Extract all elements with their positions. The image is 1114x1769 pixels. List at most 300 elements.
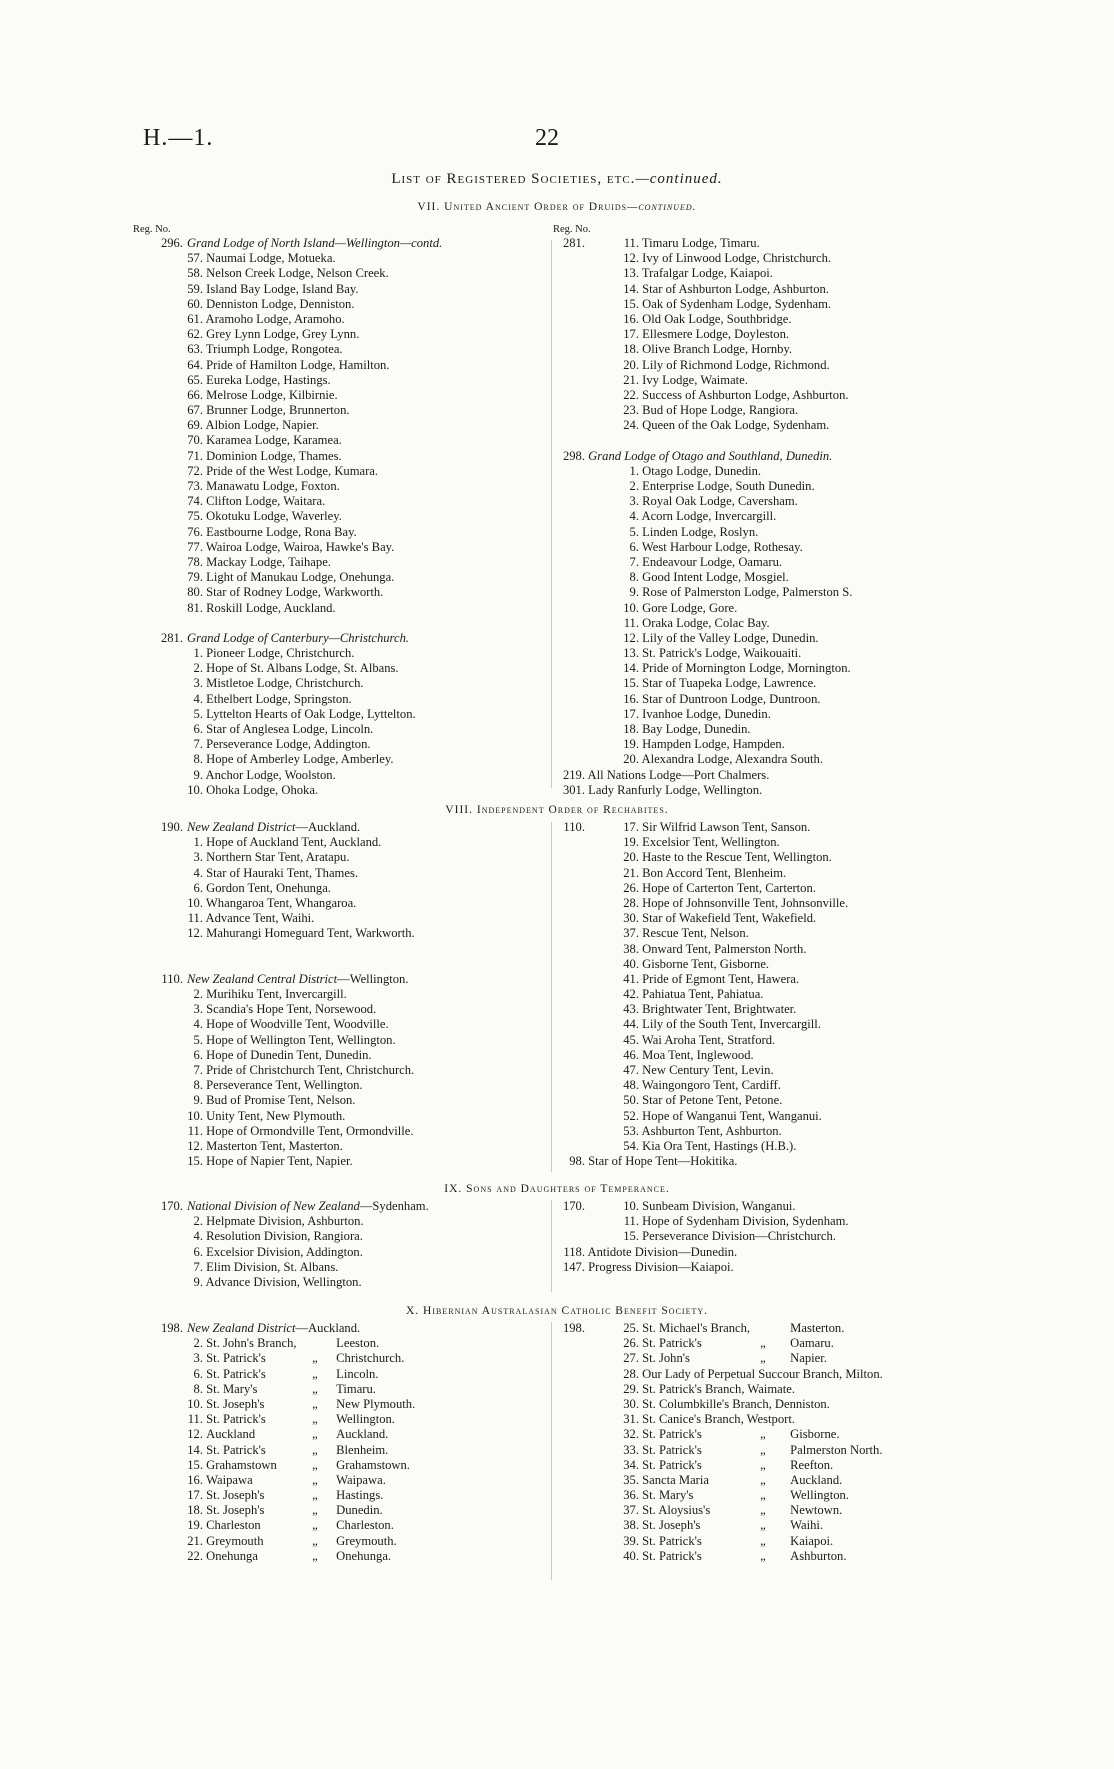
item-number: 14.: [187, 1442, 203, 1457]
item-number: 61.: [187, 311, 203, 326]
item-name: Onward Tent, Palmerston North.: [642, 941, 807, 956]
branch-row: [553, 1443, 883, 1458]
item-name: Star of Petone Tent, Petone.: [642, 1093, 783, 1108]
branch-name: Auckland: [206, 1427, 256, 1442]
item-name: Elim Division, St. Albans.: [206, 1259, 339, 1274]
item-number: 10.: [623, 600, 639, 615]
item-name: Northern Star Tent, Aratapu.: [206, 850, 350, 865]
item-name: Bon Accord Tent, Blenheim.: [642, 865, 787, 880]
item-number: 4.: [193, 1229, 203, 1244]
item-name: Good Intent Lodge, Mosgiel.: [642, 570, 789, 585]
item-name: Hope of Amberley Lodge, Amberley.: [206, 752, 394, 767]
group-heading: [133, 236, 442, 251]
item-number: 15.: [623, 296, 639, 311]
item-number: 1.: [629, 463, 639, 478]
list-item: [133, 540, 442, 555]
list-item: [553, 707, 852, 722]
list-item: [133, 835, 415, 850]
item-name: Dominion Lodge, Thames.: [206, 448, 342, 463]
item-number: 20.: [623, 357, 639, 372]
item-number: 2.: [193, 1336, 203, 1351]
list-item: [133, 373, 442, 388]
item-name: Success of Ashburton Lodge, Ashburton.: [642, 387, 849, 402]
item-number: 34.: [623, 1457, 639, 1472]
ditto-mark: „: [312, 1366, 318, 1381]
list-item: [133, 783, 442, 798]
item-number: 19.: [623, 737, 639, 752]
branch-row: [133, 1549, 415, 1564]
branch-name: St. Patrick's: [642, 1427, 702, 1442]
branch-name: St. Joseph's: [642, 1518, 701, 1533]
branch-location: Newtown.: [790, 1503, 843, 1518]
item-name: St. Patrick's Lodge, Waikouaiti.: [642, 646, 802, 661]
druids-right-column: [553, 236, 852, 798]
item-name: Hope of Carterton Tent, Carterton.: [642, 880, 816, 895]
item-name: Excelsior Division, Addington.: [206, 1244, 363, 1259]
branch-location: Greymouth.: [336, 1533, 397, 1548]
item-number: 26.: [623, 1336, 639, 1351]
group-heading: [553, 449, 852, 464]
list-item: [553, 1154, 848, 1169]
list-item: [133, 1275, 429, 1290]
list-item: [133, 1033, 415, 1048]
list-item: [133, 358, 442, 373]
list-item: [553, 312, 852, 327]
ditto-mark: „: [760, 1503, 766, 1518]
branch-row: [133, 1336, 415, 1351]
item-number: 60.: [187, 296, 203, 311]
ditto-mark: „: [312, 1488, 318, 1503]
list-item: [133, 585, 442, 600]
list-item: [133, 896, 415, 911]
reg-number: 198.: [562, 1321, 585, 1335]
branch-name: St. Joseph's: [206, 1396, 265, 1411]
branch-name: Sancta Maria: [642, 1472, 709, 1487]
item-number: 2.: [193, 1214, 203, 1229]
branch-name: Grahamstown: [206, 1457, 277, 1472]
branch-row: [553, 1367, 883, 1382]
branch-row: [553, 1549, 883, 1564]
item-number: 69.: [187, 418, 203, 433]
item-number: 6.: [193, 880, 203, 895]
item-name: Trafalgar Lodge, Kaiapoi.: [641, 266, 773, 281]
list-item: [553, 646, 852, 661]
item-number: 57.: [187, 251, 203, 266]
item-name: Masterton Tent, Masterton.: [206, 1138, 343, 1153]
item-number: 22.: [187, 1548, 203, 1563]
item-number: 79.: [187, 570, 203, 585]
list-item: [133, 418, 442, 433]
branch-row: [553, 1397, 883, 1412]
list-item: [133, 1229, 429, 1244]
item-number: 8.: [193, 1078, 203, 1093]
list-item: [553, 251, 852, 266]
group-heading: [133, 1321, 415, 1336]
item-number: 20.: [623, 752, 639, 767]
list-item: [133, 692, 442, 707]
item-name: Ivanhoe Lodge, Dunedin.: [642, 706, 771, 721]
list-item: [133, 433, 442, 448]
item-number: 11.: [187, 1123, 203, 1138]
list-item: [553, 1033, 848, 1048]
list-item: [133, 1214, 429, 1229]
branch-row: [553, 1473, 883, 1488]
item-name: Antidote Division—Dunedin.: [587, 1244, 738, 1259]
reg-number: 281.: [562, 236, 585, 250]
list-item: [553, 555, 852, 570]
branch-location: Auckland.: [336, 1427, 389, 1442]
item-name: Scandia's Hope Tent, Norsewood.: [206, 1002, 377, 1017]
group-heading: [133, 972, 415, 987]
list-item: [133, 479, 442, 494]
item-name: Denniston Lodge, Denniston.: [206, 296, 355, 311]
item-name: Royal Oak Lodge, Caversham.: [642, 494, 798, 509]
item-name: Hope of Ormondville Tent, Ormondville.: [206, 1123, 414, 1138]
branch-location: Masterton.: [790, 1321, 845, 1335]
item-name: Unity Tent, New Plymouth.: [206, 1108, 346, 1123]
list-item: [553, 1214, 849, 1229]
list-item: [553, 835, 848, 850]
item-name: Lady Ranfurly Lodge, Wellington.: [588, 782, 763, 797]
list-item: [553, 957, 848, 972]
branch-name: Greymouth: [206, 1533, 264, 1548]
item-number: 17.: [623, 706, 639, 721]
page-number: 22: [535, 125, 559, 151]
list-item: [553, 570, 852, 585]
item-number: 48.: [623, 1078, 639, 1093]
branch-name: St. Patrick's: [642, 1548, 702, 1563]
temperance-left-column: [133, 1199, 429, 1290]
item-number: 3.: [193, 1351, 203, 1366]
item-number: 5.: [193, 1032, 203, 1047]
list-item: [553, 373, 852, 388]
list-item: [553, 403, 852, 418]
list-item: [133, 570, 442, 585]
ditto-mark: „: [760, 1457, 766, 1472]
list-item: [133, 555, 442, 570]
item-name: Triumph Lodge, Rongotea.: [205, 342, 343, 357]
list-item: [553, 509, 852, 524]
branch-name: St. Patrick's: [206, 1351, 266, 1366]
ditto-mark: „: [760, 1518, 766, 1533]
branch-location: Christchurch.: [336, 1351, 405, 1366]
list-item: [553, 722, 852, 737]
list-item: [553, 896, 848, 911]
item-number: 11.: [187, 1412, 203, 1427]
list-item: [553, 942, 848, 957]
item-number: 6.: [193, 722, 203, 736]
group-heading: [133, 1199, 429, 1214]
item-number: 80.: [187, 585, 203, 600]
item-name: Star of Hauraki Tent, Thames.: [206, 865, 358, 880]
item-number: 18.: [187, 1503, 203, 1518]
branch-name: Charleston: [206, 1518, 261, 1533]
item-name: Advance Tent, Waihi.: [205, 911, 315, 926]
spacer: [133, 942, 415, 957]
item-number: 54.: [623, 1138, 639, 1153]
branch-location: Grahamstown.: [336, 1457, 410, 1472]
ditto-mark: „: [312, 1442, 318, 1457]
item-number: 17.: [623, 327, 639, 342]
item-number: 38.: [623, 1518, 639, 1533]
item-name: Lily of the Valley Lodge, Dunedin.: [642, 630, 819, 645]
item-number: 8.: [193, 752, 203, 767]
branch-row: [133, 1427, 415, 1442]
branch-location: Wellington.: [790, 1488, 849, 1503]
branch-row: [553, 1503, 883, 1518]
item-number: 11.: [623, 615, 639, 630]
branch-row: [553, 1458, 883, 1473]
branch-name: St. Michael's Branch,: [642, 1321, 751, 1335]
list-item: [553, 881, 848, 896]
item-name: Wairoa Lodge, Wairoa, Hawke's Bay.: [205, 539, 395, 554]
list-item: [133, 881, 415, 896]
list-item: [553, 266, 852, 281]
group-name: Grand Lodge of Otago and Southland, Dunedin.: [588, 448, 833, 463]
item-name: Nelson Creek Lodge, Nelson Creek.: [206, 266, 389, 281]
hibernian-left-column: [133, 1321, 415, 1564]
list-item: [553, 1260, 849, 1275]
branch-row: [553, 1412, 883, 1427]
item-name: Pride of the West Lodge, Kumara.: [206, 463, 379, 478]
ditto-mark: „: [760, 1533, 766, 1548]
branch-location: Napier.: [790, 1351, 827, 1366]
column-divider: [551, 1200, 552, 1292]
item-number: 30.: [623, 911, 639, 926]
spacer: [133, 957, 415, 972]
list-item: [553, 1245, 849, 1260]
item-name: Sir Wilfrid Lawson Tent, Sanson.: [642, 820, 811, 834]
branch-row: [553, 1351, 883, 1366]
item-number: 74.: [187, 494, 203, 509]
branch-row: [133, 1397, 415, 1412]
list-item: [133, 525, 442, 540]
item-number: 37.: [623, 926, 639, 941]
item-number: 66.: [187, 387, 203, 402]
branch-row: [553, 1518, 883, 1533]
group-location: —Wellington.: [337, 971, 409, 986]
item-name: Lily of Richmond Lodge, Richmond.: [642, 357, 830, 372]
branch-row: [133, 1351, 415, 1366]
item-name: Star of Wakefield Tent, Wakefield.: [642, 911, 817, 926]
branch-location: Lincoln.: [336, 1366, 379, 1381]
item-number: 8.: [193, 1381, 203, 1396]
item-name: Pride of Hamilton Lodge, Hamilton.: [206, 357, 390, 372]
item-number: 46.: [623, 1047, 639, 1062]
item-number: 10.: [187, 895, 203, 910]
item-name: Ethelbert Lodge, Springston.: [206, 691, 352, 706]
item-number: 64.: [187, 357, 203, 372]
item-number: 10.: [187, 1396, 203, 1411]
list-item: [553, 850, 848, 865]
item-number: 44.: [623, 1017, 639, 1032]
ditto-mark: „: [312, 1351, 318, 1366]
list-item: [553, 820, 848, 835]
list-item: [553, 926, 848, 941]
item-number: 77.: [187, 539, 203, 554]
reg-number: 98.: [569, 1154, 585, 1169]
item-number: 10.: [187, 782, 203, 797]
list-item: [133, 1245, 429, 1260]
branch-location: Charleston.: [336, 1518, 394, 1533]
item-name: Grey Lynn Lodge, Grey Lynn.: [206, 327, 360, 342]
item-number: 18.: [623, 342, 639, 357]
section-heading-hibernian: X. Hibernian Australasian Catholic Benefit Society.: [405, 1305, 709, 1317]
item-name: Perseverance Division—Christchurch.: [642, 1229, 836, 1244]
item-number: 5.: [629, 524, 639, 539]
list-item: [553, 358, 852, 373]
item-name: Pride of Egmont Tent, Hawera.: [642, 971, 800, 986]
list-item: [133, 1002, 415, 1017]
item-name: Olive Branch Lodge, Hornby.: [642, 342, 793, 357]
item-number: 13.: [623, 266, 639, 281]
item-name: Eastbourne Lodge, Rona Bay.: [206, 524, 357, 539]
item-number: 42.: [623, 987, 639, 1002]
section-heading-temperance: IX. Sons and Daughters of Temperance.: [444, 1183, 670, 1195]
item-name: Aramoho Lodge, Aramoho.: [205, 311, 345, 326]
item-number: 1.: [193, 646, 203, 661]
group-name: New Zealand District: [187, 1321, 296, 1335]
list-item: [553, 768, 852, 783]
item-number: 30.: [623, 1396, 639, 1411]
item-number: 4.: [193, 865, 203, 880]
column-divider: [551, 822, 552, 1172]
branch-location: Waipawa.: [336, 1472, 386, 1487]
branch-location: Timaru.: [336, 1381, 376, 1396]
list-item: [133, 707, 442, 722]
item-name: Alexandra Lodge, Alexandra South.: [641, 752, 823, 767]
list-item: [133, 850, 415, 865]
item-number: 7.: [193, 1259, 203, 1274]
list-item: [553, 866, 848, 881]
item-number: 12.: [187, 1427, 203, 1442]
item-number: 31.: [623, 1412, 639, 1427]
item-number: 37.: [623, 1503, 639, 1518]
item-name: Brunner Lodge, Brunnerton.: [206, 403, 350, 418]
item-number: 67.: [187, 403, 203, 418]
item-number: 10.: [187, 1108, 203, 1123]
item-name: Enterprise Lodge, South Dunedin.: [642, 479, 815, 493]
item-name: Hope of Wanganui Tent, Wanganui.: [642, 1108, 822, 1123]
branch-name: St. Patrick's: [642, 1336, 702, 1351]
item-name: All Nations Lodge—Port Chalmers.: [587, 767, 770, 782]
item-number: 16.: [623, 311, 639, 326]
item-number: 78.: [187, 554, 203, 569]
ditto-mark: „: [312, 1427, 318, 1442]
reg-number: 296.: [160, 236, 183, 250]
item-number: 27.: [623, 1351, 639, 1366]
item-number: 2.: [193, 661, 203, 676]
list-item: [133, 1063, 415, 1078]
item-number: 62.: [187, 327, 203, 342]
branch-row: [133, 1518, 415, 1533]
item-number: 21.: [623, 372, 639, 387]
item-name: Otago Lodge, Dunedin.: [642, 463, 762, 478]
item-number: 76.: [187, 524, 203, 539]
item-name: Pride of Mornington Lodge, Mornington.: [642, 661, 851, 676]
item-name: Ivy Lodge, Waimate.: [642, 372, 748, 387]
list-item: [133, 1078, 415, 1093]
item-name: Hampden Lodge, Hampden.: [642, 737, 785, 752]
item-number: 14.: [623, 281, 639, 296]
list-item: [133, 1048, 415, 1063]
branch-location: Reefton.: [790, 1457, 834, 1472]
list-item: [133, 926, 415, 941]
item-name: Light of Manukau Lodge, Onehunga.: [206, 570, 395, 585]
item-name: Hope of Auckland Tent, Auckland.: [206, 835, 382, 850]
temperance-right-column: [553, 1199, 849, 1275]
list-item: [133, 1124, 415, 1139]
item-name: Clifton Lodge, Waitara.: [206, 494, 326, 509]
list-item: [133, 464, 442, 479]
list-item: [553, 282, 852, 297]
spacer: [133, 616, 442, 631]
branch-name: St. Canice's Branch, Westport.: [642, 1412, 795, 1427]
list-item: [133, 327, 442, 342]
list-item: [553, 1124, 848, 1139]
item-name: Bud of Hope Lodge, Rangiora.: [642, 403, 799, 418]
item-name: Progress Division—Kaiapoi.: [588, 1259, 734, 1274]
group-heading: [133, 631, 442, 646]
group-name: Grand Lodge of North Island—Wellington—contd.: [187, 236, 443, 250]
group-name: New Zealand District: [187, 820, 296, 834]
item-name: Old Oak Lodge, Southbridge.: [642, 311, 792, 326]
item-number: 6.: [629, 539, 639, 554]
item-name: Naumai Lodge, Motueka.: [206, 251, 336, 266]
list-item: [553, 752, 852, 767]
item-number: 16.: [623, 691, 639, 706]
item-number: 70.: [187, 433, 203, 448]
item-number: 65.: [187, 372, 203, 387]
item-number: 3.: [193, 1002, 203, 1017]
item-number: 17.: [187, 1488, 203, 1503]
item-number: 28.: [623, 895, 639, 910]
list-item: [133, 403, 442, 418]
ditto-mark: „: [760, 1472, 766, 1487]
item-name: Island Bay Lodge, Island Bay.: [206, 281, 359, 296]
item-name: Star of Anglesea Lodge, Lincoln.: [206, 722, 374, 736]
reg-number: 301.: [562, 782, 585, 797]
item-number: 9.: [193, 1093, 203, 1108]
list-item: [553, 1048, 848, 1063]
list-item: [553, 692, 852, 707]
item-number: 9.: [193, 767, 203, 782]
item-number: 2.: [629, 479, 639, 493]
item-number: 2.: [193, 987, 203, 1002]
reg-number: 147.: [562, 1259, 585, 1274]
item-name: Hope of Sydenham Division, Sydenham.: [642, 1214, 849, 1229]
item-number: 22.: [623, 387, 639, 402]
item-number: 5.: [193, 706, 203, 721]
item-name: Advance Division, Wellington.: [205, 1274, 362, 1289]
list-item: [133, 388, 442, 403]
item-number: 39.: [623, 1533, 639, 1548]
item-name: Hope of Johnsonville Tent, Johnsonville.: [642, 895, 849, 910]
list-item: [553, 631, 852, 646]
list-item: [133, 987, 415, 1002]
branch-name: Our Lady of Perpetual Succour Branch, Milton.: [642, 1366, 883, 1381]
branch-row: [133, 1503, 415, 1518]
list-item: [133, 646, 442, 661]
item-number: 16.: [187, 1472, 203, 1487]
item-name: West Harbour Lodge, Rothesay.: [641, 539, 803, 554]
item-number: 19.: [623, 835, 639, 850]
branch-name: St. Mary's: [206, 1381, 258, 1396]
branch-name: St. Joseph's: [206, 1503, 265, 1518]
list-item: [133, 449, 442, 464]
item-number: 40.: [623, 1548, 639, 1563]
item-name: Endeavour Lodge, Oamaru.: [642, 554, 783, 569]
